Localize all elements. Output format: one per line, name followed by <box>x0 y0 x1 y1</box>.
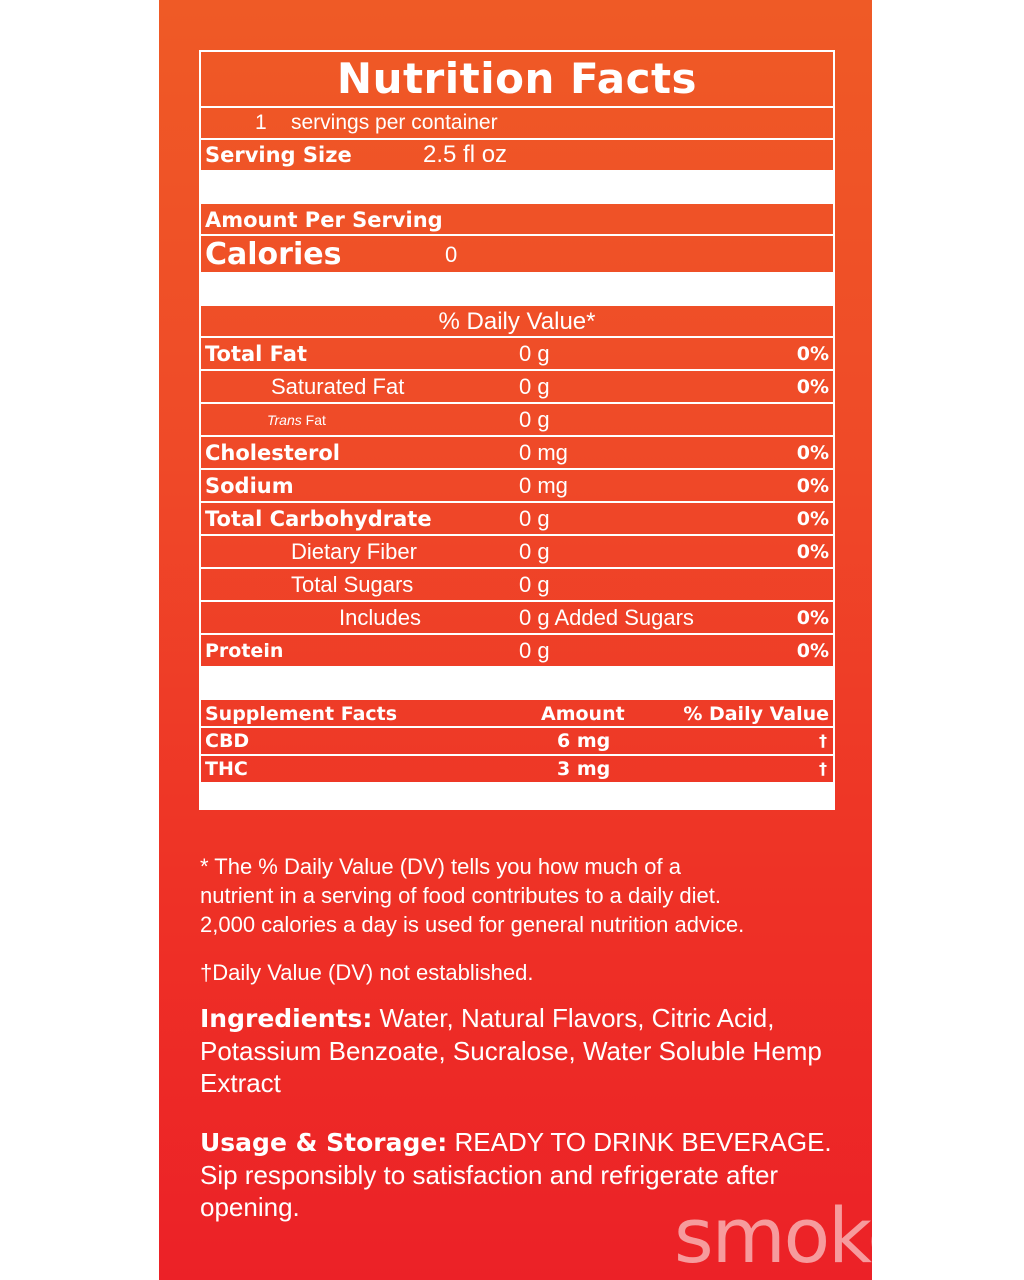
nutrient-row-total-fat <box>199 336 835 371</box>
supplement-dv: † <box>819 759 827 778</box>
supplement-facts-header <box>199 698 835 728</box>
supplement-name: CBD <box>205 730 250 752</box>
nutrient-percent: 0% <box>796 442 829 464</box>
nutrient-row-added-sugars <box>199 600 835 635</box>
supplement-header-dv: % Daily Value <box>683 703 829 725</box>
daily-value-footnote <box>200 852 800 939</box>
nutrient-percent: 0% <box>796 376 829 398</box>
product-label-panel <box>159 0 872 1280</box>
nutrient-percent: 0% <box>796 475 829 497</box>
nutrient-row-dietary-fiber <box>199 534 835 569</box>
divider-bar <box>199 272 835 306</box>
nutrient-name: Total Sugars <box>291 572 414 597</box>
nutrient-percent: 0% <box>796 541 829 563</box>
calories-value: 0 <box>445 242 458 267</box>
footnote-line: nutrient in a serving of food contributes to a daily diet. <box>200 883 721 908</box>
divider-bar <box>199 782 835 810</box>
daily-value-header: % Daily Value* <box>199 304 835 338</box>
footnote-line: * The % Daily Value (DV) tells you how much of a <box>200 854 681 879</box>
nutrient-name-rest: Fat <box>305 412 326 428</box>
nutrient-row-sodium <box>199 468 835 503</box>
supplement-dv: † <box>819 731 827 750</box>
nutrient-amount: 0 g <box>519 506 550 531</box>
serving-size-label: Serving Size <box>205 143 352 167</box>
nutrient-name: Sodium <box>205 474 294 498</box>
supplement-name: THC <box>205 758 248 780</box>
nutrient-name-italic: Trans <box>267 412 302 428</box>
nutrient-name: Cholesterol <box>205 441 340 465</box>
calories-label: Calories <box>205 237 342 272</box>
footnote-line: 2,000 calories a day is used for general nutrition advice. <box>200 912 745 937</box>
nutrient-name: Total Carbohydrate <box>205 507 432 531</box>
nutrient-amount: 0 g <box>519 539 550 564</box>
nutrition-facts-table <box>199 52 835 810</box>
nutrient-row-total-carbohydrate <box>199 501 835 536</box>
supplement-amount: 6 mg <box>557 730 611 752</box>
nutrient-row-cholesterol <box>199 435 835 470</box>
usage-label: Usage & Storage: <box>200 1128 448 1157</box>
ingredients-block <box>200 1002 840 1099</box>
divider-bar <box>199 666 835 700</box>
nutrient-percent: 0% <box>796 607 829 629</box>
nutrient-amount: 0 g <box>519 374 550 399</box>
calories-row <box>199 234 835 274</box>
nutrient-row-trans-fat <box>199 402 835 437</box>
ingredients-text: Water, Natural Flavors, Citric Acid, Potassium Benzoate, Sucralose, Water Soluble Hemp Extract <box>200 1003 822 1098</box>
nutrient-percent: 0% <box>796 343 829 365</box>
nutrient-name: Includes <box>339 605 421 630</box>
nutrient-name: Protein <box>205 640 284 662</box>
nutrient-percent: 0% <box>796 640 829 662</box>
supplement-row-thc <box>199 754 835 784</box>
nutrient-amount: 0 g <box>519 407 550 432</box>
serving-size-value: 2.5 fl oz <box>423 141 508 168</box>
title-row <box>199 50 835 108</box>
servings-count: 1 <box>255 111 267 134</box>
nutrient-row-saturated-fat <box>199 369 835 404</box>
supplement-amount: 3 mg <box>557 758 611 780</box>
nutrient-amount: 0 mg <box>519 440 568 465</box>
servings-text: servings per container <box>291 111 498 134</box>
usage-text: READY TO DRINK BEVERAGE. Sip responsibly to satisfaction and refrigerate after opening. <box>200 1127 832 1222</box>
supplement-row-cbd <box>199 726 835 756</box>
servings-row <box>199 106 835 140</box>
nutrient-amount: 0 g Added Sugars <box>519 605 694 630</box>
nutrient-amount: 0 g <box>519 638 550 663</box>
nutrient-name: Total Fat <box>205 342 308 366</box>
nutrient-amount: 0 g <box>519 341 550 366</box>
nutrient-amount: 0 g <box>519 572 550 597</box>
dagger-footnote: †Daily Value (DV) not established. <box>200 960 534 985</box>
nutrient-row-total-sugars <box>199 567 835 602</box>
nutrient-row-protein <box>199 633 835 668</box>
divider-bar <box>199 170 835 204</box>
nutrient-name: Dietary Fiber <box>291 539 417 564</box>
supplement-header-name: Supplement Facts <box>205 703 398 725</box>
ingredients-label: Ingredients: <box>200 1004 373 1033</box>
nutrient-name <box>267 404 326 436</box>
amount-per-serving: Amount Per Serving <box>199 202 835 236</box>
page-title: Nutrition Facts <box>336 54 698 103</box>
nutrient-amount: 0 mg <box>519 473 568 498</box>
nutrient-percent: 0% <box>796 508 829 530</box>
supplement-header-amount: Amount <box>541 703 625 725</box>
nutrient-name: Saturated Fat <box>271 374 405 399</box>
brand-watermark: smokea <box>674 1191 957 1280</box>
serving-size-row <box>199 138 835 172</box>
